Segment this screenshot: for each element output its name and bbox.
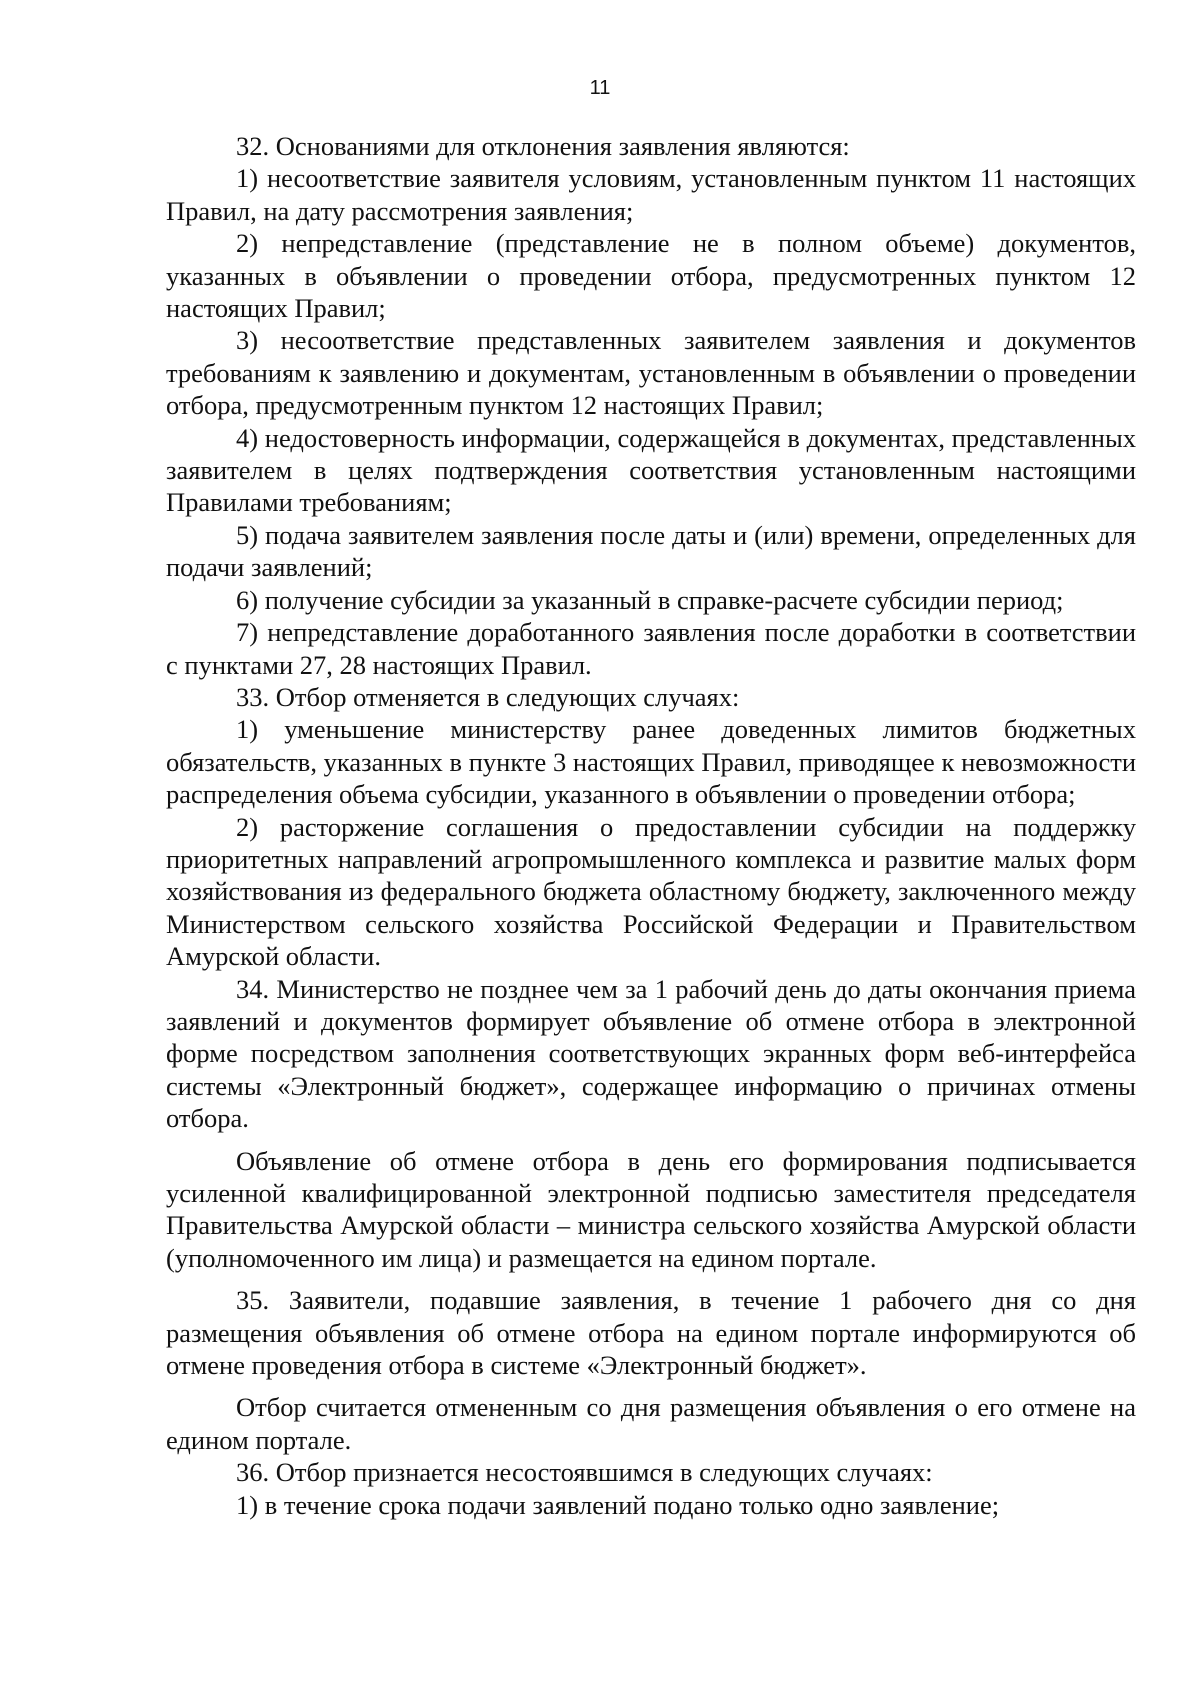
paragraph: 1) уменьшение министерству ранее доведенных лимитов бюджетных обязательств, указанных в пункте 3 настоящих Правил, приводящее к невозможности распределения объема субсидии, указанного в объявлении о проведении отбора;	[166, 714, 1136, 810]
paragraph: 32. Основаниями для отклонения заявления являются:	[236, 131, 850, 161]
paragraph: 33. Отбор отменяется в следующих случаях:	[236, 681, 740, 712]
paragraph: 2) непредставление (представление не в полном объеме) документов, указанных в объявлении о проведении отбора, предусмотренных пунктом 12 настоящих Правил;	[166, 228, 1136, 324]
paragraph: Объявление об отмене отбора в день его формирования подписывается усиленной квалифицированной электронной подписью заместителя председателя Правительства Амурской области – министра сельского хозяйства Амурской области (уполномоченного им лица) и размещается на едином портале.	[166, 1145, 1136, 1273]
paragraph: 34. Министерство не позднее чем за 1 рабочий день до даты окончания приема заявлений и документов формирует объявление об отмене отбора в электронной форме посредством заполнения соответствующих экранных форм веб-интерфейса системы «Электронный бюджет», содержащее информацию о причинах отмены отбора.	[166, 973, 1136, 1134]
paragraph: 7) непредставление доработанного заявления после доработки в соответствии с пунктами 27, 28 настоящих Правил.	[166, 617, 1136, 680]
paragraph: 4) недостоверность информации, содержащейся в документах, представленных заявителем в целях подтверждения соответствия установленным настоящими Правилами требованиям;	[166, 422, 1136, 518]
paragraph: 2) расторжение соглашения о предоставлении субсидии на поддержку приоритетных направлений агропромышленного комплекса и развитие малых форм хозяйствования из федерального бюджета областному бюджету, заключенного между Министерством сельского хозяйства Российской Федерации и Правительством Амурской области.	[166, 811, 1136, 972]
paragraph: 1) в течение срока подачи заявлений подано только одно заявление;	[236, 1489, 1000, 1520]
page-number: 11	[589, 77, 611, 99]
paragraph: Отбор считается отмененным со дня размещения объявления о его отмене на едином портале.	[166, 1392, 1136, 1455]
document-body	[166, 130, 1136, 1521]
paragraph: 35. Заявители, подавшие заявления, в течение 1 рабочего дня со дня размещения объявления об отмене отбора на едином портале информируются об отмене проведения отбора в системе «Электронный бюджет».	[166, 1285, 1136, 1381]
paragraph: 3) несоответствие представленных заявителем заявления и документов требованиям к заявлению и документам, установленным в объявлении о проведении отбора, предусмотренным пунктом 12 настоящих Правил;	[166, 325, 1136, 421]
paragraph: 1) несоответствие заявителя условиям, установленным пунктом 11 настоящих Правил, на дату рассмотрения заявления;	[166, 163, 1136, 226]
paragraph: 6) получение субсидии за указанный в справке-расчете субсидии период;	[236, 584, 1064, 615]
paragraph: 5) подача заявителем заявления после даты и (или) времени, определенных для подачи заявлений;	[166, 519, 1136, 583]
paragraph: 36. Отбор признается несостоявшимся в следующих случаях:	[236, 1457, 933, 1488]
